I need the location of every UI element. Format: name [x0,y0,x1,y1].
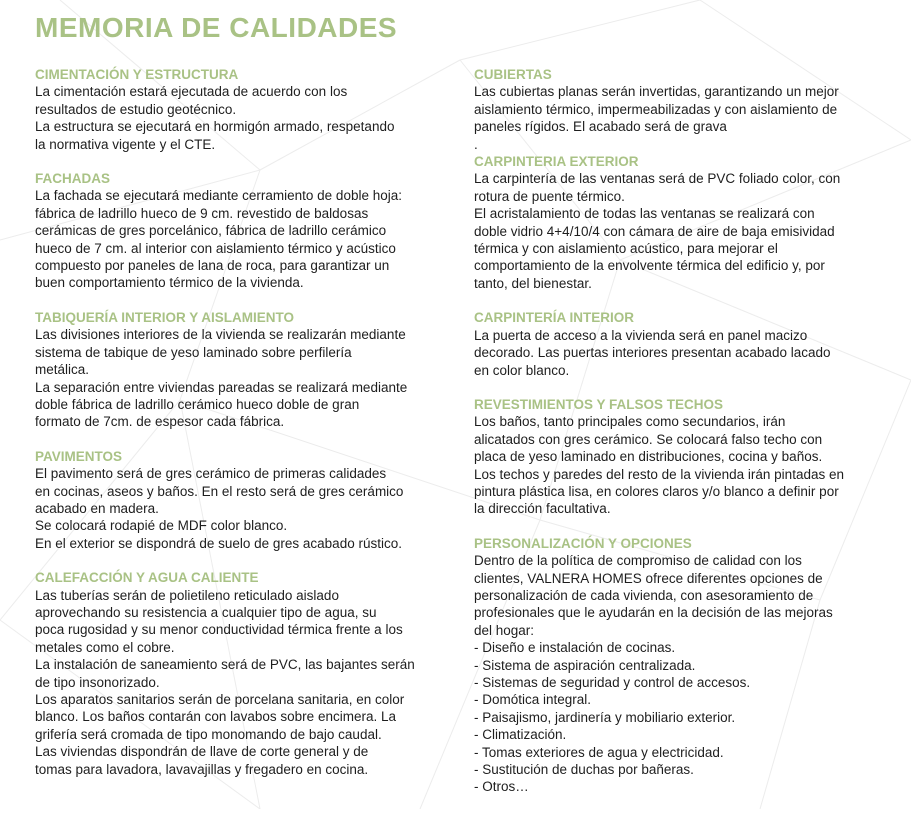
text-line: Las divisiones interiores de la vivienda se realizarán mediante [35,327,406,343]
section-cubiertas [474,66,884,153]
text-line: en cocinas, aseos y baños. En el resto será de gres cerámico [35,483,404,499]
text-line: doble fábrica de ladrillo cerámico hueco doble de gran [35,396,360,412]
text-line: Las tuberías serán de polietileno reticulado aislado [35,587,339,603]
text-line: rotura de puente térmico. [474,188,625,204]
text-line: placa de yeso laminado en distribuciones, cocina y baños. [474,449,823,465]
text-line: Se colocará rodapié de MDF color blanco. [35,518,288,534]
text-line: paneles rígidos. El acabado será de grava [474,119,727,135]
right-column [474,66,884,813]
section-title: CALEFACCIÓN Y AGUA CALIENTE [35,570,259,586]
text-line: blanco. Los baños contarán con lavabos sobre encimera. La [35,709,396,725]
text-line: del hogar: [474,622,535,638]
text-line: tanto, del bienestar. [474,275,592,291]
text-line: la normativa vigente y el CTE. [35,136,216,152]
text-line: aislamiento térmico, impermeabilizadas y con aislamiento de [474,101,838,117]
text-line: grifería será cromada de tipo monomando de bajo caudal. [35,726,382,742]
text-line: pintura plástica lisa, en colores claros y/o blanco a definir por [474,483,839,499]
section-revestimientos [474,396,884,518]
text-line: doble vidrio 4+4/10/4 con cámara de aire de baja emisividad [474,223,835,239]
list-item: - Domótica integral. [474,692,592,708]
text-line: . [474,136,478,152]
text-line: buen comportamiento térmico de la vivienda. [35,275,304,291]
text-line: acabado en madera. [35,500,159,516]
text-line: la dirección facultativa. [474,501,611,517]
section-title: TABIQUERÍA INTERIOR Y AISLAMIENTO [35,309,295,325]
section-title: CARPINTERÍA INTERIOR [474,310,635,326]
text-line: personalización de cada vivienda, con asesoramiento de [474,587,814,603]
text-line: poca rugosidad y su menor conductividad térmica frente a los [35,622,403,638]
text-line: La separación entre viviendas pareadas se realizará mediante [35,379,408,395]
text-line: hueco de 7 cm. al interior con aislamiento térmico y acústico [35,240,396,256]
text-line: resultados de estudio geotécnico. [35,101,237,117]
section-personalizacion [474,535,884,796]
section-title: REVESTIMIENTOS Y FALSOS TECHOS [474,396,724,412]
text-line: El pavimento será de gres cerámico de primeras calidades [35,466,387,482]
text-line: Los techos y paredes del resto de la vivienda irán pintadas en [474,466,844,482]
list-item: - Sistemas de seguridad y control de accesos. [474,675,751,690]
text-line: decorado. Las puertas interiores presentan acabado lacado [474,345,831,361]
text-line: Dentro de la política de compromiso de calidad con los [474,553,802,569]
list-item: - Climatización. [474,727,567,743]
text-line: Las viviendas dispondrán de llave de corte general y de [35,744,369,760]
section-title: CIMENTACIÓN Y ESTRUCTURA [35,67,239,82]
text-line: La instalación de saneamiento será de PVC, las bajantes serán [35,657,415,673]
text-line: metálica. [35,362,90,378]
section-cimentacion [35,66,445,153]
section-carpinteria-interior [474,309,884,379]
text-line: sistema de tabique de yeso laminado sobre perfilería [35,344,352,360]
text-line: aprovechando su resistencia a cualquier tipo de agua, su [35,604,377,620]
text-line: En el exterior se dispondrá de suelo de gres acabado rústico. [35,535,402,551]
text-line: La fachada se ejecutará mediante cerramiento de doble hoja: [35,188,402,204]
text-line: fábrica de ladrillo hueco de 9 cm. revestido de baldosas [35,205,369,221]
text-line: de tipo insonorizado. [35,674,160,690]
section-title: FACHADAS [35,171,111,187]
text-line: Las cubiertas planas serán invertidas, garantizando un mejor [474,84,839,100]
section-title: PAVIMENTOS [35,448,123,464]
list-item: - Sustitución de duchas por bañeras. [474,762,694,778]
text-line: profesionales que le ayudarán en la decisión de las mejoras [474,605,833,621]
list-item: - Paisajismo, jardinería y mobiliario exterior. [474,709,736,725]
list-item: - Otros… [474,779,529,795]
text-line: clientes, VALNERA HOMES ofrece diferentes opciones de [474,570,823,586]
section-pavimentos [35,448,445,552]
section-fachadas [35,170,445,292]
section-title: PERSONALIZACIÓN Y OPCIONES [474,535,692,551]
section-calefaccion [35,569,445,778]
text-line: compuesto por paneles de lana de roca, para garantizar un [35,258,390,274]
text-line: La estructura se ejecutará en hormigón armado, respetando [35,119,395,135]
text-line: Los aparatos sanitarios serán de porcelana sanitaria, en color [35,692,405,707]
text-line: La cimentación estará ejecutada de acuerdo con los [35,84,348,100]
section-title: CARPINTERIA EXTERIOR [474,154,639,170]
page-title: MEMORIA DE CALIDADES [35,12,398,43]
text-line: La carpintería de las ventanas será de PVC foliado color, con [474,171,841,187]
list-item: - Sistema de aspiración centralizada. [474,657,696,673]
list-item: - Diseño e instalación de cocinas. [474,640,676,656]
text-line: alicatados con gres cerámico. Se colocará falso techo con [474,431,823,447]
text-line: Los baños, tanto principales como secundarios, irán [474,414,786,430]
text-line: comportamiento de la envolvente térmica del edificio y, por [474,258,825,274]
text-line: La puerta de acceso a la vivienda será en panel macizo [474,327,808,343]
left-column [35,66,445,795]
section-tabiqueria [35,309,445,431]
text-line: térmica y con aislamiento acústico, para mejorar el [474,241,778,257]
list-item: - Tomas exteriores de agua y electricidad. [474,744,724,760]
text-line: El acristalamiento de todas las ventanas se realizará con [474,206,815,222]
text-line: en color blanco. [474,362,570,378]
text-line: cerámicas de gres porcelánico, fábrica de ladrillo cerámico [35,223,387,239]
section-carpinteria-exterior [474,153,884,292]
text-line: tomas para lavadora, lavavajillas y fregadero en cocina. [35,761,369,777]
text-line: formato de 7cm. de espesor cada fábrica. [35,414,285,430]
text-line: metales como el cobre. [35,639,175,655]
section-title: CUBIERTAS [474,67,552,82]
